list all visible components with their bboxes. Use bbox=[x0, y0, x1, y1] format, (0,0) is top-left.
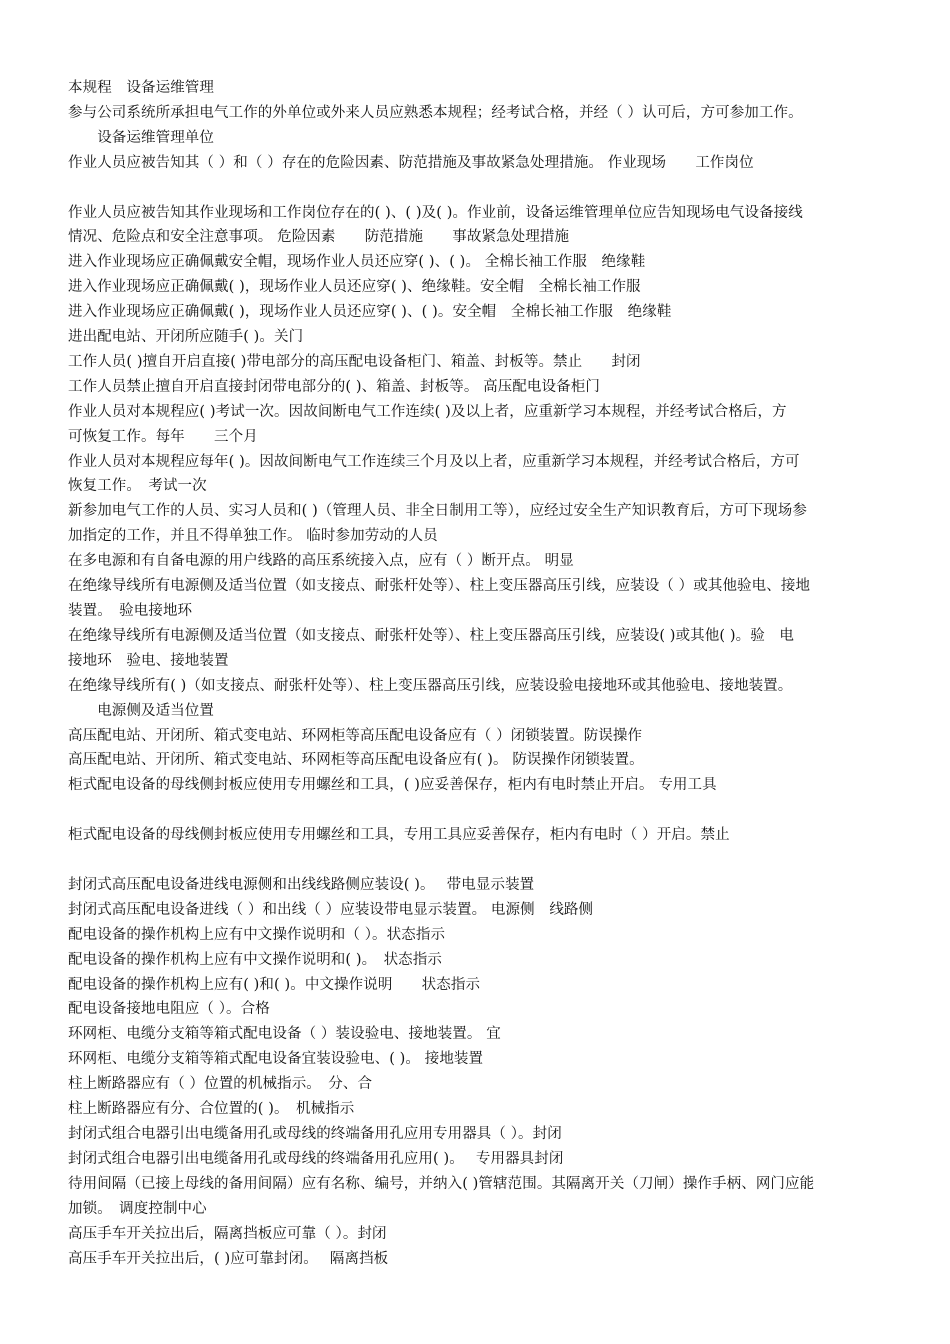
text-line: 本规程 设备运维管理 bbox=[68, 80, 214, 96]
text-line: 封闭式组合电器引出电缆备用孔或母线的终端备用孔应用专用器具（ ）。封闭 bbox=[68, 1126, 562, 1143]
text-line: 在绝缘导线所有电源侧及适当位置（如支接点、耐张杆处等）、柱上变压器高压引线，应装设( )或其他( )。验 电 bbox=[68, 627, 794, 644]
text-line: 恢复工作。 考试一次 bbox=[68, 478, 207, 495]
text-line: 作业人员应被告知其作业现场和工作岗位存在的( )、( )及( )。作业前，设备运维管理单位应告知现场电气设备接线 bbox=[68, 204, 803, 221]
text-line: 作业人员应被告知其（ ）和（ ）存在的危险因素、防范措施及事故紧急处理措施。 作业现场 工作岗位 bbox=[68, 154, 754, 171]
text-line: 在多电源和有自备电源的用户线路的高压系统接入点，应有（ ）断开点。 明显 bbox=[68, 553, 574, 570]
text-line: 封闭式高压配电设备进线电源侧和出线线路侧应装设( )。 带电显示装置 bbox=[68, 876, 535, 893]
text-line: 配电设备的操作机构上应有( )和( )。中文操作说明 状态指示 bbox=[68, 976, 481, 993]
blank-line bbox=[68, 848, 890, 873]
text-line: 装置。 验电接地环 bbox=[68, 603, 193, 620]
text-line: 作业人员对本规程应( )考试一次。因故间断电气工作连续( )及以上者，应重新学习本规程，并经考试合格后，方 bbox=[68, 403, 787, 420]
blank-line bbox=[68, 176, 890, 201]
text-line: 进入作业现场应正确佩戴( )，现场作业人员还应穿( )、( )。安全帽 全棉长袖工作服 绝缘鞋 bbox=[68, 304, 672, 321]
text-line: 电源侧及适当位置 bbox=[68, 702, 214, 719]
text-line: 环网柜、电缆分支箱等箱式配电设备宜装设验电、( )。 接地装置 bbox=[68, 1051, 484, 1068]
text-line: 在绝缘导线所有( )（如支接点、耐张杆处等）、柱上变压器高压引线，应装设验电接地环或其他验电、接地装置。 bbox=[68, 677, 793, 694]
text-line: 参与公司系统所承担电气工作的外单位或外来人员应熟悉本规程；经考试合格，并经（ ）认可后，方可参加工作。 bbox=[68, 104, 803, 121]
text-line: 柜式配电设备的母线侧封板应使用专用螺丝和工具，专用工具应妥善保存，柜内有电时（ ）开启。禁止 bbox=[68, 827, 730, 844]
text-line: 环网柜、电缆分支箱等箱式配电设备（ ）装设验电、接地装置。 宜 bbox=[68, 1026, 501, 1043]
text-line: 封闭式组合电器引出电缆备用孔或母线的终端备用孔应用( )。 专用器具封闭 bbox=[68, 1150, 564, 1167]
text-line: 新参加电气工作的人员、实习人员和( )（管理人员、非全日制用工等），应经过安全生产知识教育后，方可下现场参 bbox=[68, 503, 807, 520]
text-line: 高压配电站、开闭所、箱式变电站、环网柜等高压配电设备应有（ ）闭锁装置。防误操作 bbox=[68, 727, 643, 744]
text-line: 柜式配电设备的母线侧封板应使用专用螺丝和工具，( )应妥善保存，柜内有电时禁止开启。 专用工具 bbox=[68, 777, 717, 794]
text-line: 进出配电站、开闭所应随手( )。关门 bbox=[68, 329, 304, 346]
text-line: 柱上断路器应有（ ）位置的机械指示。 分、合 bbox=[68, 1076, 373, 1093]
text-line: 工作人员禁止擅自开启直接封闭带电部分的( )、箱盖、封板等。 高压配电设备柜门 bbox=[68, 378, 600, 395]
text-line: 进入作业现场应正确佩戴( )，现场作业人员还应穿( )、绝缘鞋。安全帽 全棉长袖工作服 bbox=[68, 279, 641, 296]
text-line: 设备运维管理单位 bbox=[68, 129, 214, 146]
text-line: 配电设备接地电阻应（ ）。合格 bbox=[68, 1001, 270, 1018]
text-line: 可恢复工作。每年 三个月 bbox=[68, 428, 258, 445]
text-line: 封闭式高压配电设备进线（ ）和出线（ ）应装设带电显示装置。 电源侧 线路侧 bbox=[68, 901, 594, 918]
text-line: 高压手车开关拉出后，隔离挡板应可靠（ ）。封闭 bbox=[68, 1225, 387, 1242]
text-line: 加指定的工作，并且不得单独工作。 临时参加劳动的人员 bbox=[68, 528, 438, 545]
text-line: 高压配电站、开闭所、箱式变电站、环网柜等高压配电设备应有( )。 防误操作闭锁装置。 bbox=[68, 752, 644, 769]
document-body bbox=[68, 76, 890, 1271]
blank-line bbox=[68, 798, 890, 823]
text-line: 情况、危险点和安全注意事项。 危险因素 防范措施 事故紧急处理措施 bbox=[68, 229, 570, 246]
text-line: 待用间隔（已接上母线的备用间隔）应有名称、编号，并纳入( )管辖范围。其隔离开关（刀闸）操作手柄、网门应能 bbox=[68, 1175, 815, 1192]
text-line: 高压手车开关拉出后，( )应可靠封闭。 隔离挡板 bbox=[68, 1250, 389, 1267]
text-line: 接地环 验电、接地装置 bbox=[68, 652, 229, 669]
text-line: 进入作业现场应正确佩戴安全帽，现场作业人员还应穿( )、( )。 全棉长袖工作服 绝缘鞋 bbox=[68, 254, 646, 271]
text-line: 工作人员( )擅自开启直接( )带电部分的高压配电设备柜门、箱盖、封板等。禁止 封闭 bbox=[68, 353, 641, 370]
text-line: 柱上断路器应有分、合位置的( )。 机械指示 bbox=[68, 1101, 355, 1118]
text-line: 配电设备的操作机构上应有中文操作说明和（ ）。状态指示 bbox=[68, 926, 446, 943]
text-line: 加锁。 调度控制中心 bbox=[68, 1200, 207, 1217]
text-line: 配电设备的操作机构上应有中文操作说明和( )。 状态指示 bbox=[68, 951, 442, 968]
text-line: 在绝缘导线所有电源侧及适当位置（如支接点、耐张杆处等）、柱上变压器高压引线，应装设（ ）或其他验电、接地 bbox=[68, 578, 811, 595]
text-line: 作业人员对本规程应每年( )。因故间断电气工作连续三个月及以上者，应重新学习本规程，并经考试合格后，方可 bbox=[68, 453, 800, 470]
